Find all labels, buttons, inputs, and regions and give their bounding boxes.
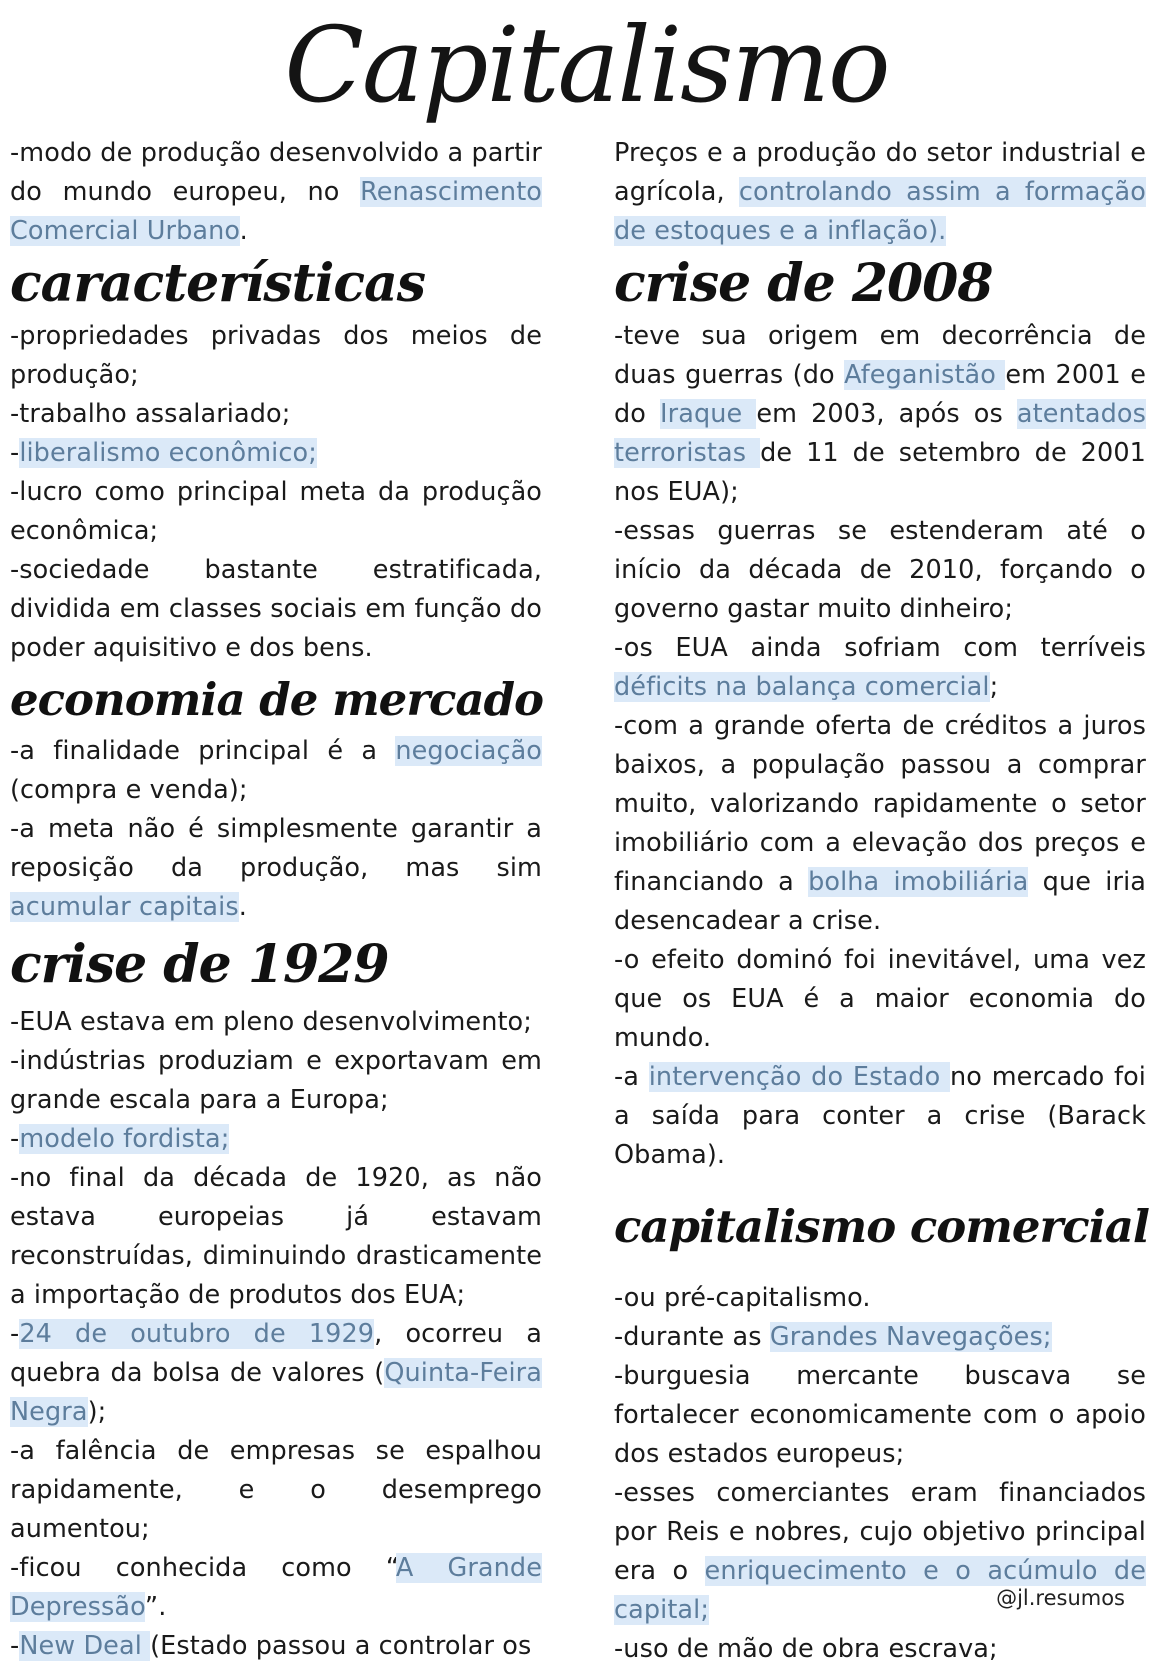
text: em 2001 e do (614, 360, 1146, 429)
highlight: bolha imobiliária (808, 867, 1029, 897)
highlight: enriquecimento e o acúmulo de capital; (614, 1556, 1146, 1625)
list-item (10, 1549, 542, 1627)
text: em 2003, após os (756, 399, 1017, 429)
text: -os EUA ainda sofriam com terríveis (614, 633, 1146, 663)
text: ); (87, 1397, 107, 1427)
text: -durante as (614, 1322, 770, 1352)
left-column (10, 134, 542, 1666)
list-item (10, 810, 542, 927)
highlight: liberalismo econômico; (19, 438, 317, 468)
list-item: -sociedade bastante estratificada, dividida em classes sociais em função do poder aquisitivo e dos bens. (10, 555, 542, 663)
text: Preços e a produção do setor industrial e agrícola, (614, 138, 1146, 207)
highlight: atentados terroristas (614, 399, 1146, 468)
highlight: A Grande Depressão (10, 1553, 542, 1622)
highlight: acumular capitais (10, 892, 239, 922)
heading-economia-de-mercado: economia de mercado (10, 673, 544, 726)
list-item (10, 1627, 542, 1666)
list-item (614, 317, 1146, 512)
list-item: -ou pré-capitalismo. (614, 1283, 871, 1313)
text: (Estado passou a controlar os (150, 1631, 532, 1661)
intro-paragraph (10, 134, 542, 251)
list-item: -no final da década de 1920, as não estava europeias já estavam reconstruídas, diminuindo drasticamente a importação de produtos dos EUA; (10, 1163, 542, 1310)
text: no mercado foi a saída para conter a crise (Barack Obama). (614, 1062, 1146, 1170)
text: que iria desencadear a crise. (614, 867, 1146, 936)
text: -modo de produção desenvolvido a partir do mundo europeu, no (10, 138, 542, 207)
list-item: -propriedades privadas dos meios de produção; (10, 321, 542, 390)
text: -esses comerciantes eram financiados por Reis e nobres, cujo objetivo principal era o (614, 1478, 1146, 1586)
highlight: negociação (395, 736, 542, 766)
text: -a (614, 1062, 649, 1092)
text: -com a grande oferta de créditos a juros baixos, a população passou a comprar muito, valorizando rapidamente o setor imobiliário com a elevação dos preços e financiando a (614, 711, 1146, 897)
list-item: -a falência de empresas se espalhou rapidamente, e o desemprego aumentou; (10, 1436, 542, 1544)
list-item: -EUA estava em pleno desenvolvimento; (10, 1007, 532, 1037)
text: - (10, 438, 20, 468)
list-item: -indústrias produziam e exportavam em grande escala para a Europa; (10, 1046, 542, 1115)
text: -ficou conhecida como “ (10, 1553, 396, 1583)
text: . (239, 216, 248, 246)
list-item: -o efeito dominó foi inevitável, uma vez que os EUA é a maior economia do mundo. (614, 945, 1146, 1053)
list-item (10, 732, 542, 810)
list-item: -uso de mão de obra escrava; (614, 1634, 998, 1664)
list-item (10, 434, 542, 473)
list-item (10, 1120, 542, 1159)
list-item: -essas guerras se estenderam até o início da década de 2010, forçando o governo gastar muito dinheiro; (614, 516, 1146, 624)
list-item (10, 1315, 542, 1432)
highlight: Renascimento Comercial Urbano (10, 177, 542, 246)
list-item (614, 629, 1146, 707)
text: - (10, 1124, 20, 1154)
highlight: Iraque (660, 399, 757, 429)
heading-crise-1929: crise de 1929 (10, 934, 389, 995)
list-item: -lucro como principal meta da produção econômica; (10, 477, 542, 546)
page-title: Capitalismo (284, 4, 889, 126)
author-signature: @jl.resumos (996, 1586, 1125, 1610)
text: ; (989, 672, 999, 702)
right-column (614, 134, 1149, 1669)
heading-caracteristicas: características (10, 253, 426, 314)
text: ”. (144, 1592, 167, 1622)
list-item (614, 1058, 1146, 1175)
text: . (238, 892, 247, 922)
highlight: Afeganistão (844, 360, 1006, 390)
highlight: 24 de outubro de 1929 (19, 1319, 375, 1349)
text: -teve sua origem em decorrência de duas guerras (do (614, 321, 1146, 390)
text: de 11 de setembro de 2001 nos EUA); (614, 438, 1146, 507)
text: - (10, 1631, 20, 1661)
continuation-paragraph (614, 134, 1146, 251)
heading-crise-2008: crise de 2008 (614, 253, 993, 314)
list-item (614, 707, 1146, 941)
highlight: déficits na balança comercial (614, 672, 990, 702)
list-item: -trabalho assalariado; (10, 399, 291, 429)
highlight: Grandes Navegações; (769, 1322, 1052, 1352)
highlight: intervenção do Estado (648, 1062, 951, 1092)
highlight: New Deal (19, 1631, 151, 1661)
text: -a meta não é simplesmente garantir a reposição da produção, mas sim (10, 814, 542, 883)
highlight: controlando assim a formação de estoques e a inflação). (614, 177, 1146, 246)
highlight: Quinta-Feira Negra (10, 1358, 542, 1427)
text: , ocorreu a quebra da bolsa de valores ( (10, 1319, 542, 1388)
heading-capitalismo-comercial: capitalismo comercial (614, 1200, 1149, 1253)
highlight: modelo fordista; (19, 1124, 230, 1154)
list-item (614, 1318, 1146, 1357)
text: - (10, 1319, 20, 1349)
text: (compra e venda); (10, 775, 248, 805)
list-item: -burguesia mercante buscava se fortalecer economicamente com o apoio dos estados europeus; (614, 1361, 1146, 1469)
text: -a finalidade principal é a (10, 736, 396, 766)
